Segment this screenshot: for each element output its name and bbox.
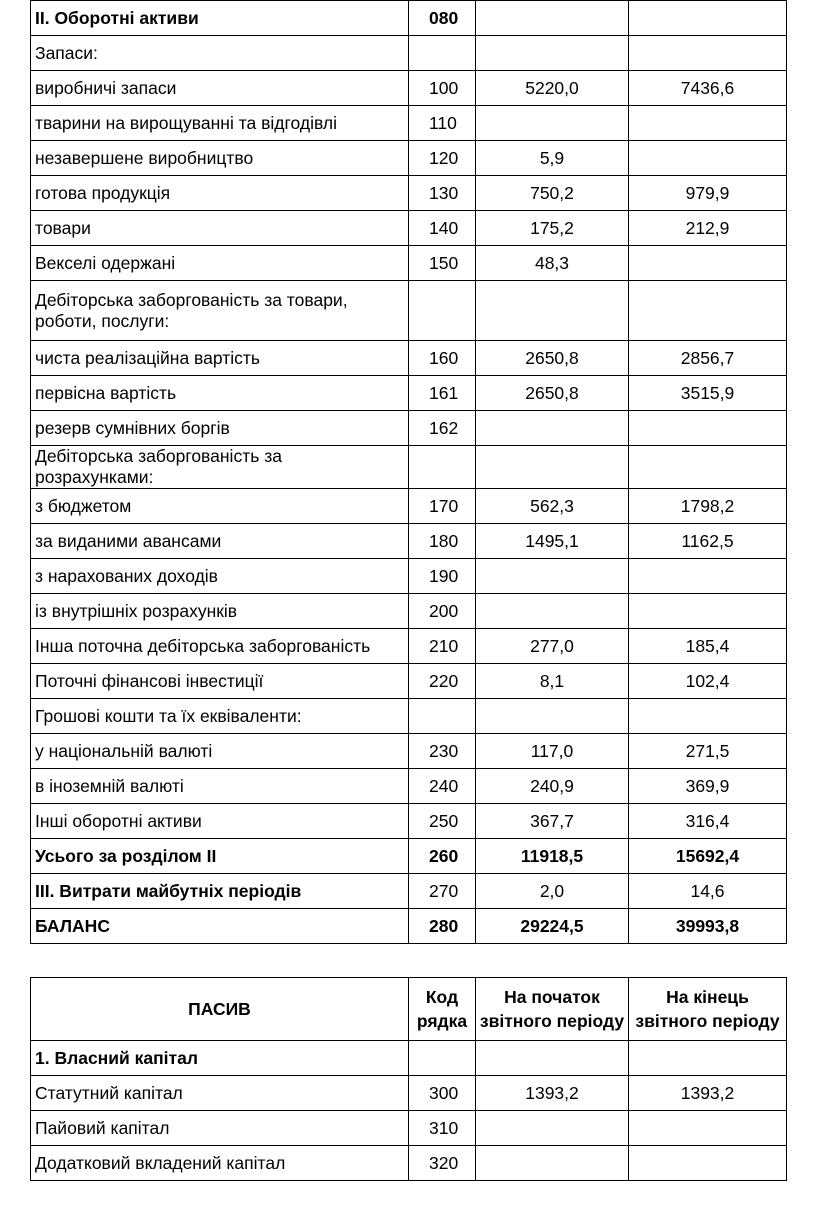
row-code-cell — [409, 281, 476, 341]
row-name-cell: з бюджетом — [31, 489, 409, 524]
row-start-value-cell: 48,3 — [476, 246, 629, 281]
row-code-cell — [409, 1041, 476, 1076]
row-end-value-cell — [629, 446, 787, 489]
row-end-value-cell: 7436,6 — [629, 71, 787, 106]
table-row — [31, 1, 787, 36]
row-name-cell: 1. Власний капітал — [31, 1041, 409, 1076]
row-end-value-cell: 979,9 — [629, 176, 787, 211]
row-code-cell: 162 — [409, 411, 476, 446]
row-end-value-cell: 15692,4 — [629, 839, 787, 874]
row-code-cell: 170 — [409, 489, 476, 524]
row-start-value-cell — [476, 699, 629, 734]
row-name-cell: чиста реалізаційна вартість — [31, 341, 409, 376]
row-end-value-cell — [629, 1, 787, 36]
table-row — [31, 909, 787, 944]
header-end: На кінець звітного періоду — [629, 978, 787, 1041]
table-row — [31, 524, 787, 559]
liabilities-table — [30, 977, 787, 1181]
row-end-value-cell — [629, 594, 787, 629]
row-start-value-cell: 11918,5 — [476, 839, 629, 874]
row-end-value-cell: 2856,7 — [629, 341, 787, 376]
row-code-cell: 280 — [409, 909, 476, 944]
row-code-cell — [409, 699, 476, 734]
row-name-cell: Дебіторська заборгованість за розрахунками: — [31, 446, 409, 489]
row-code-cell: 310 — [409, 1111, 476, 1146]
row-end-value-cell — [629, 281, 787, 341]
row-name-cell: Грошові кошти та їх еквіваленти: — [31, 699, 409, 734]
row-code-cell: 210 — [409, 629, 476, 664]
row-start-value-cell: 175,2 — [476, 211, 629, 246]
row-end-value-cell — [629, 1146, 787, 1181]
row-name-cell: у національній валюті — [31, 734, 409, 769]
row-code-cell: 190 — [409, 559, 476, 594]
row-code-cell: 320 — [409, 1146, 476, 1181]
row-name-cell: БАЛАНС — [31, 909, 409, 944]
table-row — [31, 1041, 787, 1076]
assets-table — [30, 0, 787, 944]
row-start-value-cell: 277,0 — [476, 629, 629, 664]
row-name-cell: незавершене виробництво — [31, 141, 409, 176]
row-end-value-cell: 39993,8 — [629, 909, 787, 944]
table-row — [31, 411, 787, 446]
row-code-cell: 161 — [409, 376, 476, 411]
row-code-cell: 130 — [409, 176, 476, 211]
row-code-cell: 230 — [409, 734, 476, 769]
row-start-value-cell — [476, 1041, 629, 1076]
table-row — [31, 176, 787, 211]
row-name-cell: Інша поточна дебіторська заборгованість — [31, 629, 409, 664]
row-end-value-cell: 212,9 — [629, 211, 787, 246]
row-end-value-cell — [629, 1111, 787, 1146]
table-row — [31, 341, 787, 376]
row-end-value-cell — [629, 699, 787, 734]
row-name-cell: товари — [31, 211, 409, 246]
row-start-value-cell — [476, 1, 629, 36]
row-start-value-cell — [476, 411, 629, 446]
table-row — [31, 1111, 787, 1146]
table-row — [31, 629, 787, 664]
row-code-cell: 080 — [409, 1, 476, 36]
row-start-value-cell: 2650,8 — [476, 341, 629, 376]
row-code-cell: 250 — [409, 804, 476, 839]
row-name-cell: з нарахованих доходів — [31, 559, 409, 594]
row-code-cell: 140 — [409, 211, 476, 246]
row-code-cell: 110 — [409, 106, 476, 141]
row-start-value-cell: 29224,5 — [476, 909, 629, 944]
row-end-value-cell — [629, 246, 787, 281]
row-name-cell: Пайовий капітал — [31, 1111, 409, 1146]
table-row — [31, 106, 787, 141]
table-row — [31, 246, 787, 281]
table-row — [31, 281, 787, 341]
row-code-cell: 260 — [409, 839, 476, 874]
row-code-cell: 240 — [409, 769, 476, 804]
table-row — [31, 141, 787, 176]
row-end-value-cell: 1798,2 — [629, 489, 787, 524]
row-start-value-cell: 367,7 — [476, 804, 629, 839]
header-pasyv: ПАСИВ — [31, 978, 409, 1041]
row-start-value-cell — [476, 106, 629, 141]
row-code-cell: 100 — [409, 71, 476, 106]
row-code-cell — [409, 446, 476, 489]
row-code-cell: 150 — [409, 246, 476, 281]
row-end-value-cell: 369,9 — [629, 769, 787, 804]
table-row — [31, 769, 787, 804]
table-row — [31, 594, 787, 629]
row-start-value-cell: 1495,1 — [476, 524, 629, 559]
table-row — [31, 71, 787, 106]
row-name-cell: тварини на вирощуванні та відгодівлі — [31, 106, 409, 141]
row-start-value-cell: 2650,8 — [476, 376, 629, 411]
row-start-value-cell: 117,0 — [476, 734, 629, 769]
table-row — [31, 36, 787, 71]
table-row — [31, 1146, 787, 1181]
row-start-value-cell: 5220,0 — [476, 71, 629, 106]
row-code-cell — [409, 36, 476, 71]
row-code-cell: 180 — [409, 524, 476, 559]
table-row — [31, 1076, 787, 1111]
row-end-value-cell — [629, 141, 787, 176]
row-name-cell: Усього за розділом ІІ — [31, 839, 409, 874]
row-start-value-cell: 8,1 — [476, 664, 629, 699]
row-name-cell: Інші оборотні активи — [31, 804, 409, 839]
row-start-value-cell: 240,9 — [476, 769, 629, 804]
row-name-cell: Поточні фінансові інвестиції — [31, 664, 409, 699]
table-row — [31, 489, 787, 524]
row-name-cell: первісна вартість — [31, 376, 409, 411]
row-code-cell: 270 — [409, 874, 476, 909]
row-start-value-cell: 562,3 — [476, 489, 629, 524]
row-end-value-cell — [629, 36, 787, 71]
row-end-value-cell: 14,6 — [629, 874, 787, 909]
row-end-value-cell — [629, 559, 787, 594]
row-code-cell: 200 — [409, 594, 476, 629]
row-name-cell: в іноземній валюті — [31, 769, 409, 804]
row-end-value-cell — [629, 1041, 787, 1076]
row-name-cell: II. Оборотні активи — [31, 1, 409, 36]
row-start-value-cell: 750,2 — [476, 176, 629, 211]
row-end-value-cell: 271,5 — [629, 734, 787, 769]
row-start-value-cell: 1393,2 — [476, 1076, 629, 1111]
row-end-value-cell — [629, 106, 787, 141]
row-start-value-cell — [476, 559, 629, 594]
row-name-cell: Додатковий вкладений капітал — [31, 1146, 409, 1181]
table-row — [31, 839, 787, 874]
row-end-value-cell: 185,4 — [629, 629, 787, 664]
row-end-value-cell: 1162,5 — [629, 524, 787, 559]
row-start-value-cell: 5,9 — [476, 141, 629, 176]
row-start-value-cell — [476, 36, 629, 71]
assets-table-body — [31, 1, 787, 944]
row-name-cell: Дебіторська заборгованість за товари, роботи, послуги: — [31, 281, 409, 341]
table-row — [31, 734, 787, 769]
row-start-value-cell — [476, 1111, 629, 1146]
row-end-value-cell: 316,4 — [629, 804, 787, 839]
row-name-cell: Запаси: — [31, 36, 409, 71]
row-code-cell: 120 — [409, 141, 476, 176]
row-name-cell: за виданими авансами — [31, 524, 409, 559]
header-code: Код рядка — [409, 978, 476, 1041]
row-start-value-cell — [476, 1146, 629, 1181]
row-start-value-cell — [476, 281, 629, 341]
row-name-cell: Статутний капітал — [31, 1076, 409, 1111]
row-code-cell: 220 — [409, 664, 476, 699]
row-start-value-cell — [476, 446, 629, 489]
row-end-value-cell: 3515,9 — [629, 376, 787, 411]
row-name-cell: виробничі запаси — [31, 71, 409, 106]
row-end-value-cell: 1393,2 — [629, 1076, 787, 1111]
table-row — [31, 874, 787, 909]
row-start-value-cell: 2,0 — [476, 874, 629, 909]
row-name-cell: Векселі одержані — [31, 246, 409, 281]
table-row — [31, 559, 787, 594]
row-code-cell: 160 — [409, 341, 476, 376]
table-row — [31, 211, 787, 246]
table-row — [31, 804, 787, 839]
row-name-cell: резерв сумнівних боргів — [31, 411, 409, 446]
row-name-cell: із внутрішніх розрахунків — [31, 594, 409, 629]
row-end-value-cell — [629, 411, 787, 446]
liabilities-table-body — [31, 978, 787, 1181]
table-row — [31, 664, 787, 699]
row-end-value-cell: 102,4 — [629, 664, 787, 699]
row-code-cell: 300 — [409, 1076, 476, 1111]
row-start-value-cell — [476, 594, 629, 629]
header-start: На початок звітного періоду — [476, 978, 629, 1041]
liabilities-header-row — [31, 978, 787, 1041]
table-row — [31, 446, 787, 489]
row-name-cell: ІІІ. Витрати майбутніх періодів — [31, 874, 409, 909]
table-row — [31, 376, 787, 411]
table-row — [31, 699, 787, 734]
row-name-cell: готова продукція — [31, 176, 409, 211]
